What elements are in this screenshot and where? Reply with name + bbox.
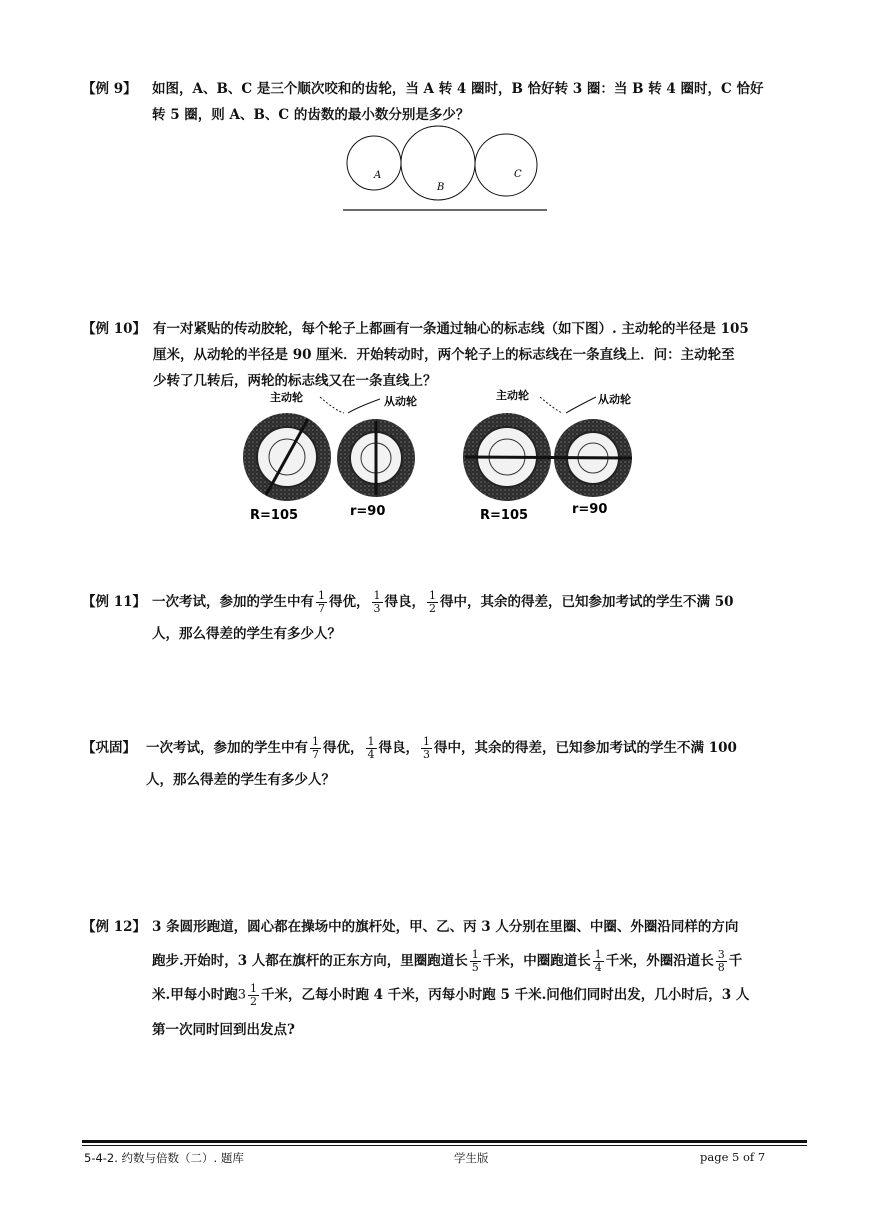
gear-a-label: A bbox=[374, 170, 382, 181]
driver-label-start: 主动轮 bbox=[270, 391, 303, 404]
example-11-tag: 【例 11】 bbox=[82, 594, 146, 610]
footer-page-number: page 5 of 7 bbox=[700, 1150, 766, 1164]
consolidation-exercise bbox=[82, 732, 810, 796]
example-10-line-1: 有一对紧贴的传动胶轮，每个轮子上都画有一条通过轴心的标志线（如下图）. 主动轮的半径是 105 bbox=[153, 321, 749, 337]
fraction-one-fourth: $\frac{1}{4}$ bbox=[367, 735, 375, 761]
driven-label-later: 从动轮 bbox=[598, 393, 631, 406]
wheel-pair-later bbox=[463, 388, 632, 523]
R-label-later: R=105 bbox=[480, 508, 529, 523]
gear-a bbox=[347, 136, 401, 190]
r-label-start: r=90 bbox=[350, 504, 386, 519]
fraction-one-seventh: $\frac{1}{7}$ bbox=[318, 589, 325, 615]
mixed-number-three-and-half: 3 $\frac{1}{2}$ bbox=[237, 982, 257, 1008]
example-10 bbox=[82, 316, 810, 394]
example-11 bbox=[82, 586, 810, 650]
wheels-figure bbox=[236, 385, 642, 525]
fraction-one-fourth: $\frac{1}{4}$ bbox=[594, 948, 602, 974]
fraction-one-third: $\frac{1}{3}$ bbox=[373, 589, 381, 615]
example-12-line-1: 3 条圆形跑道，圆心都在操场中的旗杆处，甲、乙、丙 3 人分别在里圈、中圈、外圈沿同样的方向 bbox=[152, 919, 739, 935]
example-12-line-2: 跑步.开始时，3 人都在旗杆的正东方向，里圈跑道长 $\frac{1}{5}$ 千米，中圈跑道长 $\frac{1}{4}$ 千米，外圈沿道长 $\frac{3}{8}$ 千 bbox=[152, 948, 743, 974]
example-10-line-3: 少转了几转后，两轮的标志线又在一条直线上？ bbox=[153, 373, 437, 389]
aligned-mark-line bbox=[465, 457, 632, 458]
footer-left-text: 5-4-2. 约数与倍数（二）. 题库 bbox=[84, 1151, 244, 1165]
example-12-line-4: 第一次同时回到出发点? bbox=[152, 1021, 295, 1038]
consolidation-line-2: 人，那么得差的学生有多少人？ bbox=[146, 772, 335, 788]
example-11-line-1: 一次考试，参加的学生中有 $\frac{1}{7}$ 得优， $\frac{1}{3}$ 得良， $\frac{1}{2}$ 得中，其余的得差，已知参加考试的学生不满 50 bbox=[152, 589, 734, 615]
example-12-line-3: 米.甲每小时跑3 $\frac{1}{2}$ 千米，乙每小时跑 4 千米，丙每小时跑 5 千米.问他们同时出发，几小时后，3 人 bbox=[152, 982, 750, 1008]
fraction-one-fifth: $\frac{1}{5}$ bbox=[471, 948, 479, 974]
driven-label-start: 从动轮 bbox=[384, 395, 417, 408]
example-9-line-1: 如图，A、B、C 是三个顺次咬和的齿轮，当 A 转 4 圈时，B 恰好转 3 圈：当 B 转 4 圈时，C 恰好 bbox=[152, 81, 764, 97]
footer-rule-thick bbox=[82, 1140, 807, 1143]
consolidation-tag: 【巩固】 bbox=[82, 740, 136, 756]
example-9-line-2: 转 5 圈，则 A、B、C 的齿数的最小数分别是多少？ bbox=[152, 107, 470, 123]
gear-b-label: B bbox=[437, 182, 445, 193]
example-10-line-2: 厘米，从动轮的半径是 90 厘米．开始转动时，两个轮子上的标志线在一条直线上．问：主动轮至 bbox=[153, 347, 735, 363]
fraction-one-half: $\frac{1}{2}$ bbox=[429, 589, 436, 615]
wheel-pair-start bbox=[243, 390, 417, 523]
example-11-line-2: 人，那么得差的学生有多少人？ bbox=[152, 626, 341, 642]
fraction-one-seventh: $\frac{1}{7}$ bbox=[312, 735, 319, 761]
gears-figure bbox=[340, 120, 555, 215]
fraction-one-third: $\frac{1}{3}$ bbox=[423, 735, 430, 761]
footer-center-text: 学生版 bbox=[454, 1151, 489, 1165]
example-10-tag: 【例 10】 bbox=[82, 321, 146, 337]
example-12 bbox=[82, 910, 810, 1047]
footer-rule-thin bbox=[82, 1145, 807, 1146]
R-label-start: R=105 bbox=[250, 508, 299, 523]
gear-c-label: C bbox=[514, 169, 522, 180]
example-9-tag: 【例 9】 bbox=[82, 81, 137, 97]
gear-c bbox=[475, 134, 537, 196]
r-label-later: r=90 bbox=[572, 502, 608, 517]
consolidation-line-1: 一次考试，参加的学生中有 $\frac{1}{7}$ 得优， $\frac{1}{4}$ 得良， $\frac{1}{3}$ 得中，其余的得差，已知参加考试的学生不满 100 bbox=[146, 735, 737, 761]
driver-label-later: 主动轮 bbox=[496, 389, 529, 402]
fraction-three-eighths: $\frac{3}{8}$ bbox=[717, 948, 725, 974]
example-12-tag: 【例 12】 bbox=[82, 919, 146, 935]
